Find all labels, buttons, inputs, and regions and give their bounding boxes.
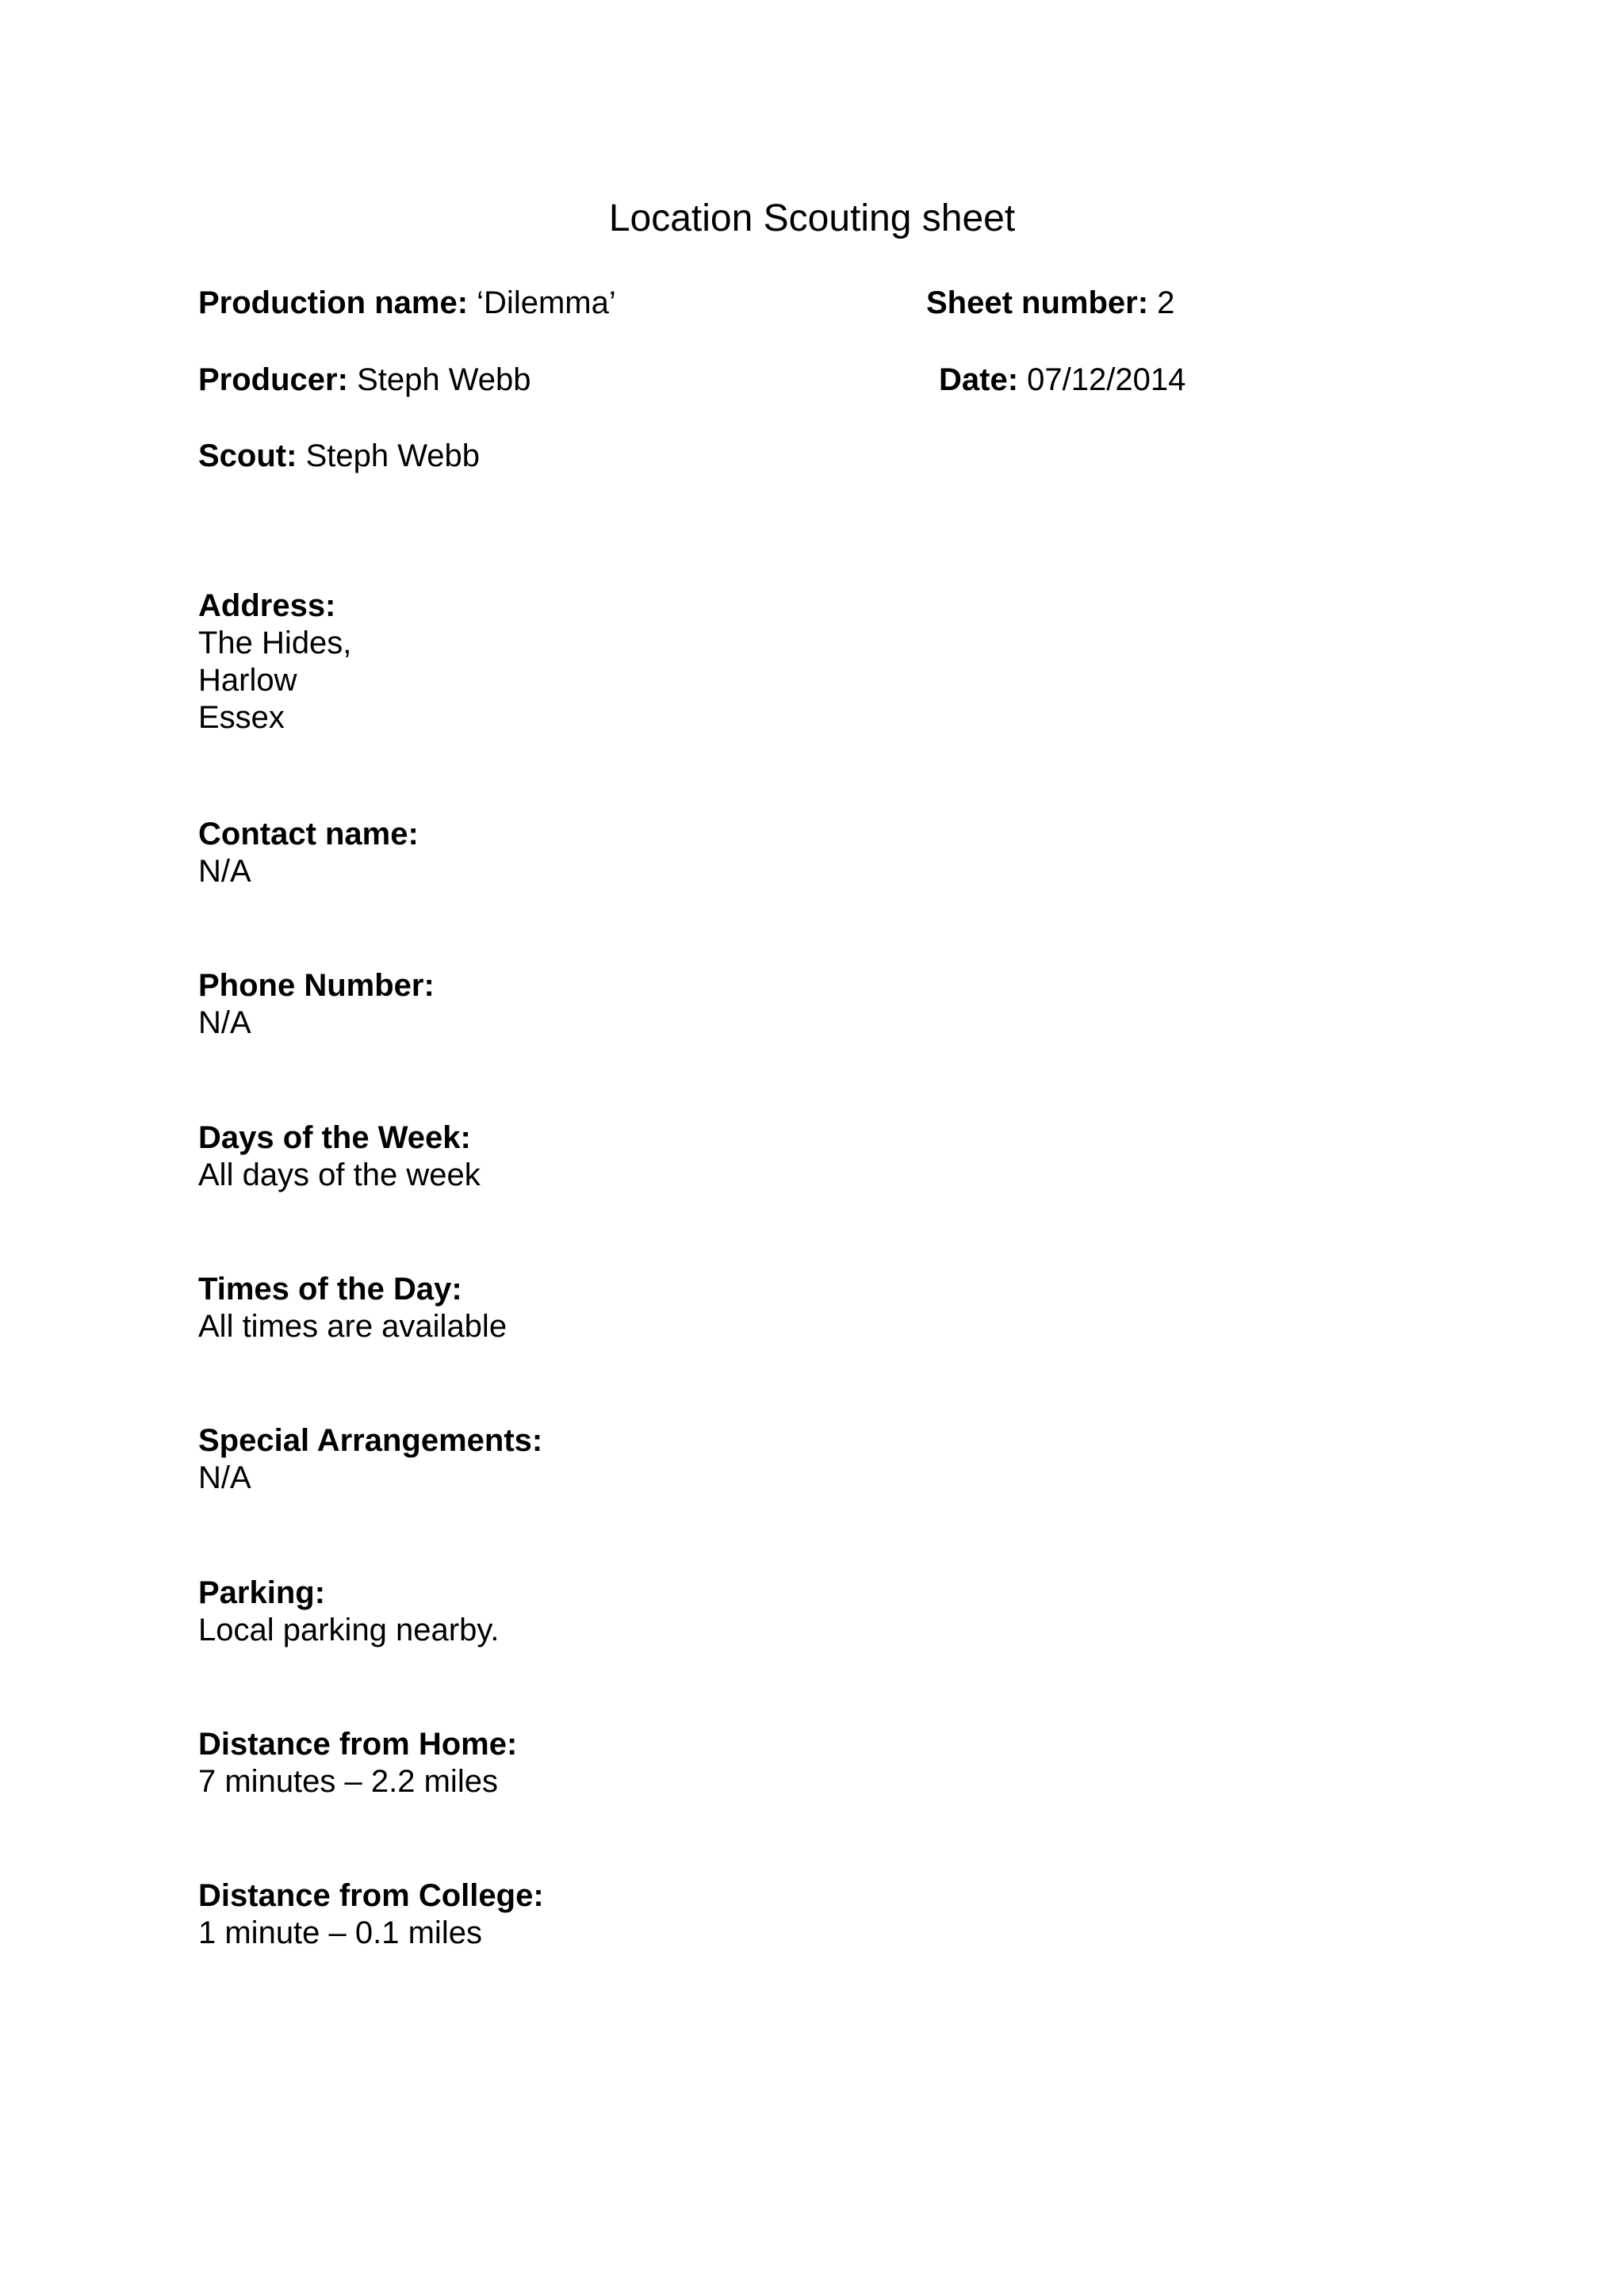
production-name-value: ‘Dilemma’ [477,285,616,320]
distance-from-home-value: 7 minutes – 2.2 miles [198,1764,498,1799]
distance-from-college-label: Distance from College: [198,1878,544,1913]
special-arrangements-section [198,1422,542,1497]
sheet-number-field [926,284,1174,322]
production-name-label: Production name: [198,285,469,320]
address-line: The Hides, [198,626,352,660]
production-name-field [198,284,616,322]
phone-number-section [198,967,435,1042]
producer-value: Steph Webb [357,362,531,397]
times-of-day-value: All times are available [198,1309,508,1344]
distance-from-home-section [198,1726,517,1800]
special-arrangements-label: Special Arrangements: [198,1423,543,1458]
times-of-day-section [198,1271,507,1345]
special-arrangements-value: N/A [198,1460,251,1495]
days-of-week-value: All days of the week [198,1158,481,1192]
contact-name-label: Contact name: [198,817,419,851]
days-of-week-label: Days of the Week: [198,1120,471,1155]
scout-value: Steph Webb [305,438,480,473]
address-line: Essex [198,700,285,735]
distance-from-college-section [198,1877,544,1952]
address-line: Harlow [198,663,297,698]
phone-number-value: N/A [198,1005,251,1040]
scout-field [198,437,480,475]
parking-section [198,1575,500,1649]
date-value: 07/12/2014 [1027,362,1186,397]
page-title: Location Scouting sheet [608,197,1016,239]
phone-number-label: Phone Number: [198,968,435,1003]
parking-value: Local parking nearby. [198,1613,500,1647]
distance-from-college-value: 1 minute – 0.1 miles [198,1915,482,1950]
times-of-day-label: Times of the Day: [198,1272,462,1307]
parking-label: Parking: [198,1575,326,1610]
address-label: Address: [198,588,336,623]
scout-label: Scout: [198,438,297,473]
days-of-week-section [198,1119,481,1194]
address-section [198,587,351,737]
sheet-number-label: Sheet number: [926,285,1149,320]
sheet-number-value: 2 [1157,285,1175,320]
producer-label: Producer: [198,362,348,397]
contact-name-section [198,816,419,890]
distance-from-home-label: Distance from Home: [198,1727,518,1762]
date-field [939,361,1185,399]
date-label: Date: [939,362,1019,397]
contact-name-value: N/A [198,854,251,889]
producer-field [198,361,530,399]
